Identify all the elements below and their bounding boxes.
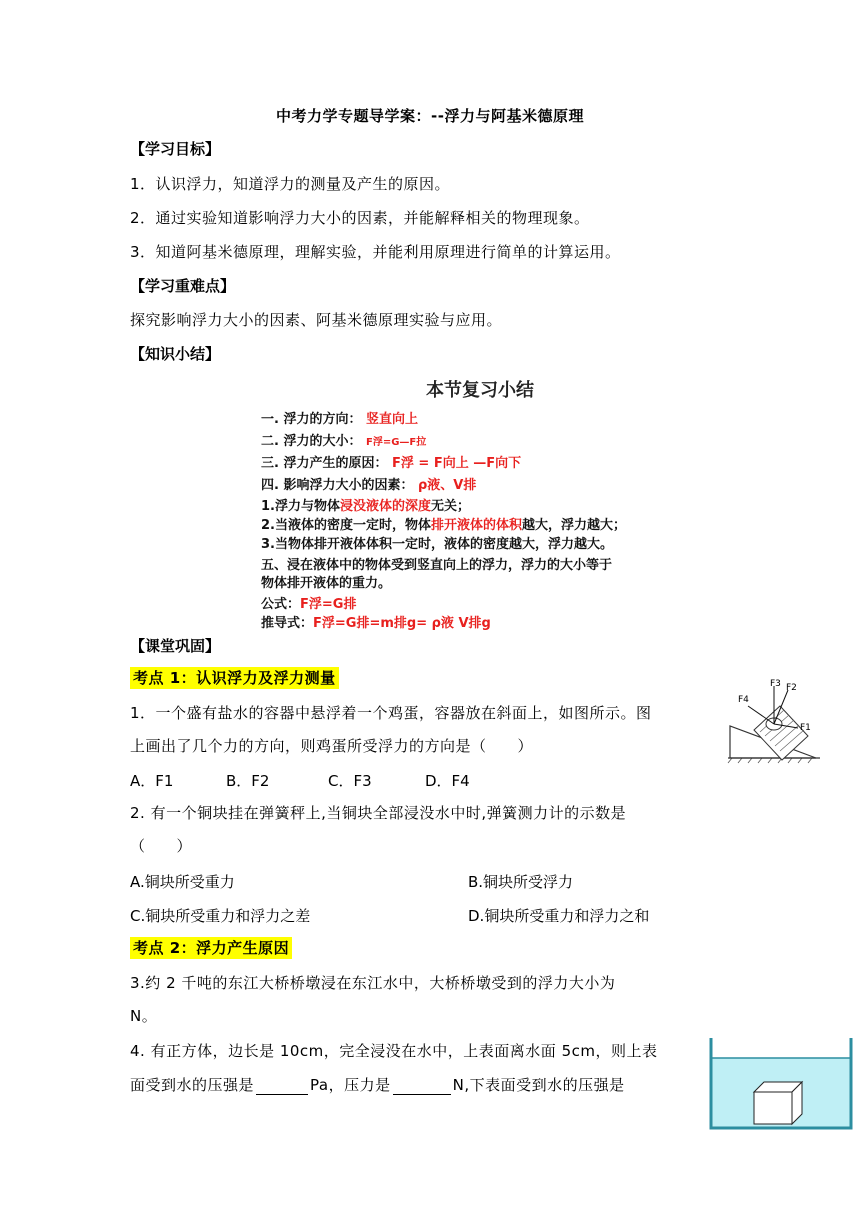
- q1-choice-d: D．F4: [425, 772, 470, 790]
- fig-label-f4: F4: [738, 695, 749, 705]
- summary-heading: 【知识小结】: [130, 345, 221, 363]
- kaodian-1: 考点 1：认识浮力及浮力测量: [130, 668, 339, 688]
- goal-2: 2．通过实验知道影响浮力大小的因素，并能解释相关的物理现象。: [130, 209, 590, 227]
- goal-1: 1．认识浮力，知道浮力的测量及产生的原因。: [130, 175, 451, 193]
- kaodian-2: 考点 2：浮力产生原因: [130, 938, 292, 958]
- water-container-figure: [708, 1036, 856, 1132]
- q4-line-2: 面受到水的压强是 Pa，压力是 N,下表面受到水的压强是: [130, 1076, 625, 1094]
- q2-choice-b: B.铜块所受浮力: [468, 873, 574, 891]
- q2-choice-a: A.铜块所受重力: [130, 873, 235, 891]
- q3-line-1: 3.约 2 千吨的东江大桥桥墩浸在东江水中，大桥桥墩受到的浮力大小为: [130, 974, 616, 992]
- summary-row-8: 五、浸在液体中的物体受到竖直向上的浮力，浮力的大小等于: [261, 558, 613, 573]
- practice-heading: 【课堂巩固】: [130, 637, 221, 655]
- summary-row-1: 一. 浮力的方向： 竖直向上: [261, 412, 419, 427]
- summary-row-3: 三. 浮力产生的原因： F浮 = F向上 —F向下: [261, 456, 522, 471]
- q3-line-2: N。: [130, 1007, 158, 1025]
- summary-row-9: 物体排开液体的重力。: [261, 576, 392, 591]
- summary-row-4: 四. 影响浮力大小的因素： ρ液、V排: [261, 478, 477, 493]
- summary-row-6: 2.当液体的密度一定时，物体排开液体的体积越大，浮力越大；: [261, 518, 627, 533]
- q2-choice-d: D.铜块所受重力和浮力之和: [468, 907, 650, 925]
- summary-row-11: 推导式：F浮=G排=m排g= ρ液 V排g: [261, 616, 491, 631]
- q1-choice-c: C．F3: [328, 772, 372, 790]
- q1-choice-a: A．F1: [130, 772, 174, 790]
- fig-label-f1: F1: [800, 723, 811, 733]
- summary-image: [255, 372, 705, 632]
- fig-label-f3: F3: [770, 679, 781, 689]
- q2-choice-c: C.铜块所受重力和浮力之差: [130, 907, 311, 925]
- summary-row-2: 二. 浮力的大小： F浮=G—F拉: [261, 434, 427, 449]
- document-title: 中考力学专题导学案：--浮力与阿基米德原理: [276, 107, 584, 125]
- summary-row-7: 3.当物体排开液体体积一定时，液体的密度越大，浮力越大。: [261, 537, 613, 552]
- summary-title: 本节复习小结: [426, 380, 534, 401]
- q2-line-2: （ ）: [130, 837, 193, 855]
- q1-choice-b: B．F2: [226, 772, 270, 790]
- goals-heading: 【学习目标】: [130, 140, 221, 158]
- summary-row-5: 1.浮力与物体浸没液体的深度无关；: [261, 499, 471, 514]
- q4-line-1: 4. 有正方体，边长是 10cm，完全浸没在水中，上表面离水面 5cm，则上表: [130, 1042, 658, 1060]
- key-points-text: 探究影响浮力大小的因素、阿基米德原理实验与应用。: [130, 311, 503, 329]
- q2-line-1: 2. 有一个铜块挂在弹簧秤上,当铜块全部浸没水中时,弹簧测力计的示数是: [130, 804, 627, 822]
- incline-egg-figure: [724, 672, 824, 764]
- q1-line-2: 上画出了几个力的方向，则鸡蛋所受浮力的方向是（ ）: [130, 737, 534, 755]
- summary-row-10: 公式：F浮=G排: [261, 597, 357, 612]
- goal-3: 3．知道阿基米德原理，理解实验，并能利用原理进行简单的计算运用。: [130, 243, 621, 261]
- key-points-heading: 【学习重难点】: [130, 277, 236, 295]
- fig-label-f2: F2: [786, 683, 797, 693]
- q1-line-1: 1．一个盛有盐水的容器中悬浮着一个鸡蛋，容器放在斜面上，如图所示。图: [130, 704, 652, 722]
